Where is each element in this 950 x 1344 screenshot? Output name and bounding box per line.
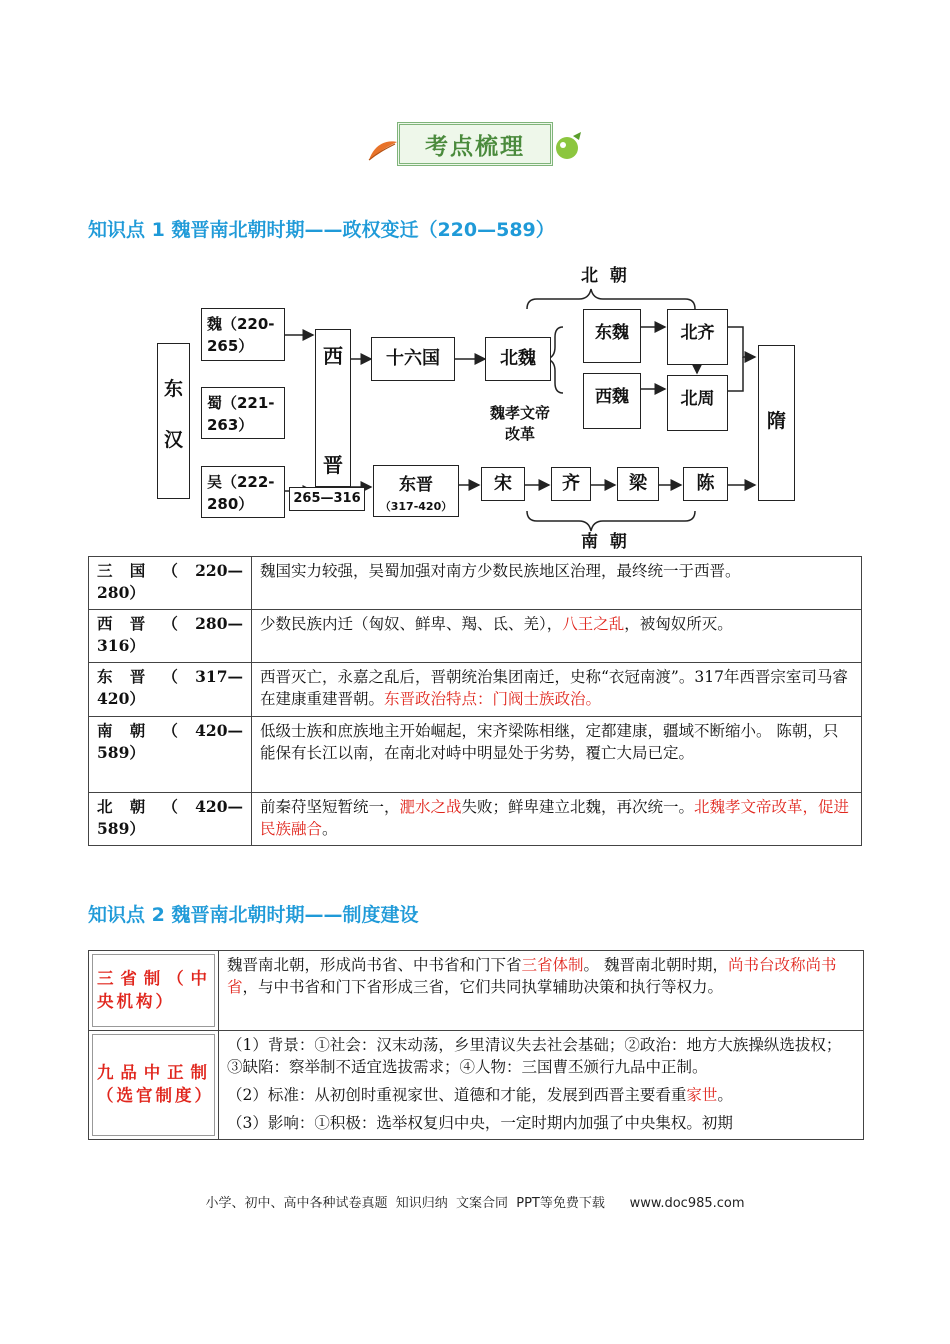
- highlight-text: 三省体制: [521, 956, 584, 974]
- node-sui: [758, 345, 795, 501]
- node-liang-text: 梁: [629, 473, 647, 494]
- content-cell: [252, 663, 862, 717]
- node-qi-text: 齐: [562, 473, 580, 494]
- period-line: 南 朝 （ 420—: [97, 721, 243, 740]
- node-chen: [683, 467, 728, 501]
- node-sui-text: 隋: [766, 410, 786, 432]
- body-text: 低级士族和庶族地主开始崛起，宋齐梁陈相继，定都建康，疆域不断缩小。 陈朝，只能保有长江以南，在南北对峙中明显处于劣势，覆亡大局已定。: [260, 722, 839, 762]
- body-text: ，与中书省和门下省形成三省，它们共同执掌辅助决策和执行等权力。: [242, 978, 724, 996]
- node-wu-line1: 吴（222-: [207, 473, 275, 491]
- highlight-text: 家世: [686, 1086, 718, 1104]
- node-dongjin-text: 东晋: [399, 475, 433, 495]
- body-text: 。: [717, 1086, 733, 1104]
- node-dongwei-text: 东魏: [595, 323, 629, 343]
- node-donghan-char2: 汉: [163, 429, 183, 451]
- node-wei: [201, 308, 285, 361]
- period-line: 北 朝 （ 420—: [97, 797, 243, 816]
- section2-heading: 知识点 2 魏晋南北朝时期——制度建设: [88, 904, 419, 926]
- table-row: [89, 951, 864, 1031]
- node-shiliuguo: [371, 337, 455, 381]
- period-cell: [89, 663, 252, 717]
- body-text: 魏晋南北朝，形成尚书省、中书省和门下省: [227, 956, 522, 974]
- node-shu-line2: 263）: [207, 416, 254, 434]
- node-xiwei: [583, 373, 641, 429]
- period-line: 589）: [97, 819, 145, 838]
- period-cell: [89, 793, 252, 846]
- node-shu: [201, 387, 285, 439]
- banner-title-box: [397, 122, 553, 166]
- content-paragraph: [227, 1112, 855, 1134]
- node-xijin-years-text: 265—316: [293, 491, 361, 506]
- banner-title: 考点梳理: [425, 133, 525, 160]
- institution-table: [88, 950, 864, 1140]
- node-beiqi-text: 北齐: [680, 323, 715, 343]
- node-beiwei-text: 北魏: [500, 348, 536, 369]
- node-dongjin-years: （317-420）: [379, 500, 453, 513]
- content-cell: [252, 557, 862, 610]
- node-beiqi: [667, 309, 728, 365]
- period-line: 东 晋 （ 317—: [97, 667, 243, 686]
- regime-change-diagram: [155, 255, 795, 555]
- period-line: 420）: [97, 689, 145, 708]
- node-xijin-years: [289, 487, 365, 511]
- node-dongjin: [373, 465, 459, 517]
- system-label: 三省制（中央机构）: [97, 968, 210, 1011]
- body-text: （3）影响：①积极：选举权复归中央，一定时期内加强了中央集权。初期: [227, 1114, 733, 1132]
- node-song-text: 宋: [494, 473, 512, 494]
- label-xiaowen-line1: 魏孝文帝: [489, 404, 550, 422]
- node-donghan: [157, 343, 190, 499]
- table-row: [89, 663, 862, 717]
- system-content-cell: [219, 1031, 864, 1140]
- label-xiaowen-line2: 改革: [504, 425, 535, 443]
- period-line: 西 晋 （ 280—: [97, 614, 243, 633]
- node-beizhou-text: 北周: [680, 389, 715, 409]
- leaf-icon: [365, 136, 399, 164]
- node-xijin-char2: 晋: [323, 453, 343, 477]
- period-line: 280）: [97, 583, 145, 602]
- content-paragraph: [227, 1084, 855, 1106]
- node-qi: [551, 467, 591, 501]
- content-cell: [252, 793, 862, 846]
- system-content-cell: [219, 951, 864, 1031]
- node-liang: [617, 467, 659, 501]
- node-xiwei-text: 西魏: [595, 387, 629, 407]
- node-xijin: [315, 329, 351, 487]
- body-text: 魏国实力较强，吴蜀加强对南方少数民族地区治理，最终统一于西晋。: [260, 562, 741, 580]
- node-donghan-char1: 东: [163, 378, 183, 400]
- table-row: [89, 793, 862, 846]
- body-text: （1）背景：①社会：汉末动荡，乡里清议失去社会基础；②政治：地方大族操纵选拔权；③缺陷：察举制不适宜选拔需求；④人物：三国曹丕颁行九品中正制。: [227, 1036, 842, 1076]
- label-nanchao: 南 朝: [581, 532, 627, 552]
- fish-icon: [553, 130, 583, 164]
- period-line: 三 国 （ 220—: [97, 561, 243, 580]
- body-text: ，被匈奴所灭。: [624, 615, 733, 633]
- node-wu-line2: 280）: [207, 495, 254, 513]
- content-cell: [252, 717, 862, 793]
- content-paragraph: [227, 1034, 855, 1078]
- body-text: 少数民族内迁（匈奴、鲜卑、羯、氐、羌），: [260, 615, 563, 633]
- node-shiliuguo-text: 十六国: [386, 348, 440, 369]
- node-beiwei: [485, 337, 551, 381]
- node-xijin-char1: 西: [323, 344, 343, 368]
- highlight-text: 八王之乱: [562, 615, 625, 633]
- table-row: [89, 1031, 864, 1140]
- body-text: 西晋灭亡，永嘉之乱后，晋朝统治集团南迁，史称“衣冠南渡”。317年西晋宗室司马睿在建康重建晋朝。: [260, 668, 848, 708]
- node-chen-text: 陈: [696, 473, 715, 494]
- node-wei-line1: 魏（220-: [207, 315, 275, 333]
- node-shu-line1: 蜀（221-: [207, 394, 275, 412]
- system-label-cell: [89, 1031, 219, 1140]
- node-beizhou: [667, 375, 728, 431]
- body-text: （2）标准：从初创时重视家世、道德和才能，发展到西晋主要看重: [227, 1086, 687, 1104]
- page-footer: 小学、初中、高中各种试卷真题 知识归纳 文案合同 PPT等免费下载 www.doc985.com: [205, 1196, 745, 1211]
- period-line: 589）: [97, 743, 145, 762]
- period-cell: [89, 717, 252, 793]
- content-paragraph: [227, 954, 855, 998]
- system-label-cell: [89, 951, 219, 1031]
- label-xiaowen: [485, 403, 555, 445]
- section1-heading: 知识点 1 魏晋南北朝时期——政权变迁（220—589）: [88, 219, 555, 241]
- system-label: 九品中正制（选官制度）: [97, 1063, 214, 1105]
- section-banner: [365, 116, 583, 174]
- body-text: 前秦苻坚短暂统一，: [260, 798, 400, 816]
- content-cell: [252, 610, 862, 663]
- table-row: [89, 610, 862, 663]
- body-text: 。 魏晋南北朝时期，: [583, 956, 728, 974]
- node-dongwei: [583, 309, 641, 363]
- highlight-text: 北魏孝文帝改革，促进民族融合: [260, 798, 850, 838]
- highlight-text: 东晋政治特点：门阀士族政治。: [384, 690, 602, 708]
- label-beichao: 北 朝: [581, 266, 627, 286]
- node-wei-line2: 265）: [207, 337, 254, 355]
- regime-table: [88, 556, 862, 846]
- highlight-text: 尚书台改称尚书省: [227, 956, 837, 996]
- highlight-text: 淝水之战: [399, 798, 462, 816]
- body-text: 。: [322, 820, 338, 838]
- table-row: [89, 557, 862, 610]
- body-text: 失败；鲜卑建立北魏，再次统一。: [461, 798, 695, 816]
- period-cell: [89, 557, 252, 610]
- period-line: 316）: [97, 636, 145, 655]
- node-wu: [201, 466, 285, 518]
- period-cell: [89, 610, 252, 663]
- table-row: [89, 717, 862, 793]
- node-song: [481, 467, 525, 501]
